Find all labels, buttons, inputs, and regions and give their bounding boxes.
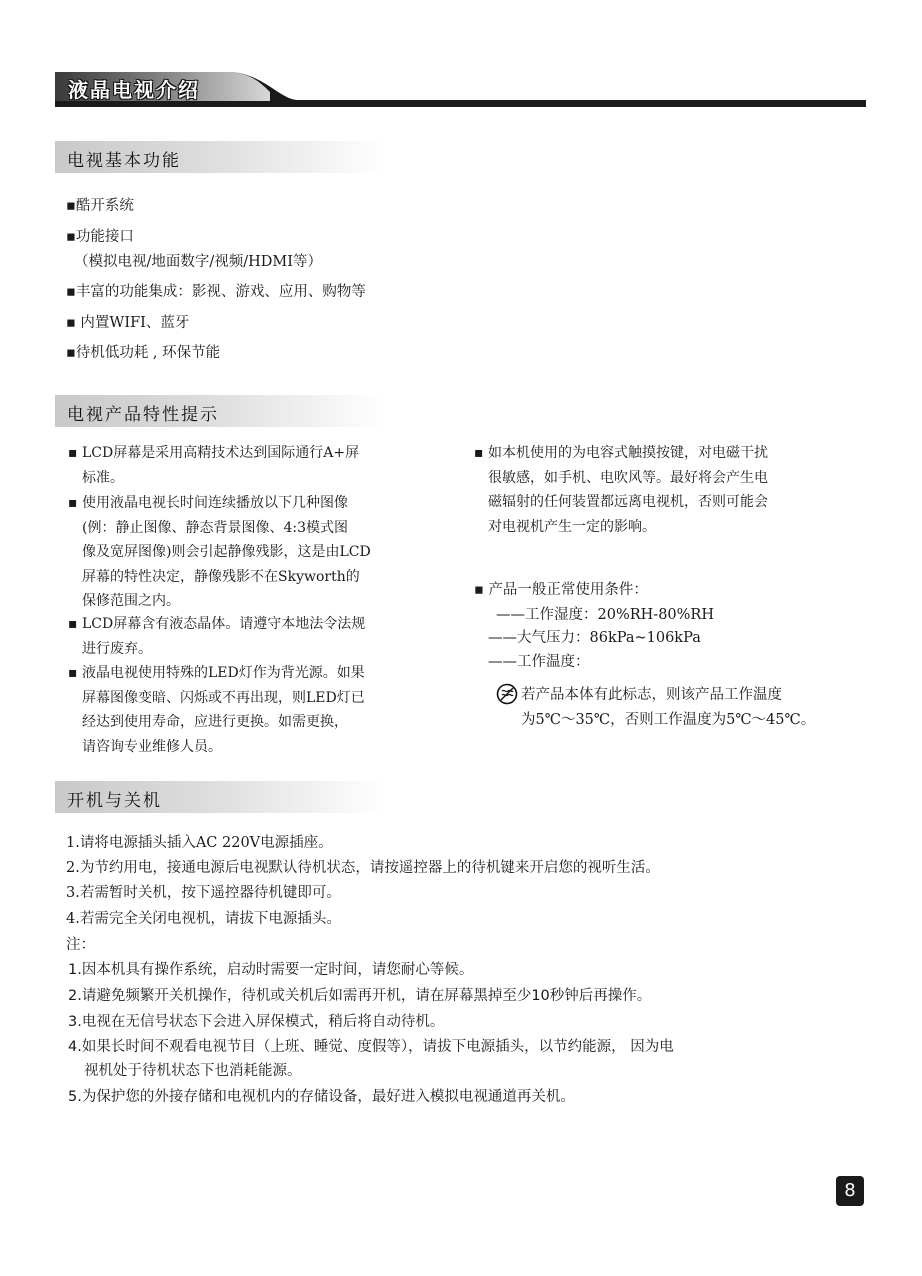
feature-bullet: ▪ LCD屏幕含有液态晶体。请遵守本地法令法规 进行废弃。 — [68, 616, 366, 657]
condition-pressure: ——大气压力：86kPa~106kPa — [488, 630, 701, 646]
list-item: ▪待机低功耗 , 环保节能 — [66, 345, 221, 361]
power-step: 3.若需暂时关机，按下遥控器待机键即可。 — [66, 885, 341, 901]
section-header-power — [55, 781, 385, 813]
page-title: 液晶电视介绍 — [68, 78, 200, 102]
power-step: 2.为节约用电，接通电源后电视默认待机状态，请按遥控器上的待机键来开启您的视听生活。 — [66, 860, 660, 876]
feature-bullet: ▪ LCD屏幕是采用高精技术达到国际通行A+屏 标准。 — [68, 445, 360, 486]
list-item: （模拟电视/地面数字/视频/HDMI等） — [74, 254, 322, 270]
power-note: 3.电视在无信号状态下会进入屏保模式，稍后将自动待机。 — [68, 1014, 445, 1030]
power-note: 4.如果长时间不观看电视节目（上班、睡觉、度假等），请拔下电源插头，以节约能源， 因为电 — [68, 1039, 674, 1055]
power-step: 4.若需完全关闭电视机，请拔下电源插头。 — [66, 911, 341, 927]
note-label: 注： — [66, 937, 95, 953]
list-item: ▪ 内置WIFI、蓝牙 — [66, 315, 190, 331]
list-item: ▪功能接口 — [66, 229, 134, 245]
condition-humidity: ——工作湿度：20%RH-80%RH — [496, 607, 714, 623]
conditions-title: ▪ 产品一般正常使用条件： — [474, 582, 648, 598]
section-title: 开机与关机 — [67, 791, 162, 811]
list-item: ▪酷开系统 — [66, 198, 134, 214]
power-note: 5.为保护您的外接存储和电视机内的存储设备，最好进入模拟电视通道再关机。 — [68, 1089, 575, 1105]
feature-bullet: ▪ 如本机使用的为电容式触摸按键，对电磁干扰 很敏感，如手机、电吹风等。最好将会产生电 磁辐射的任何装置都远离电视机，否则可能会 对电视机产生一定的影响。 — [474, 445, 768, 535]
page-number: 8 — [836, 1176, 864, 1206]
temperature-mark-icon — [496, 683, 518, 705]
section-header-features — [55, 395, 385, 427]
power-note: 2.请避免频繁开关机操作，待机或关机后如需再开机，请在屏幕黑掉至少10秒钟后再操作。 — [68, 988, 652, 1004]
feature-bullet: ▪ 液晶电视使用特殊的LED灯作为背光源。如果 屏幕图像变暗、闪烁或不再出现，则LED灯已 经达到使用寿命，应进行更换。如需更换， 请咨询专业维修人员。 — [68, 665, 365, 755]
section-header-basic — [55, 141, 385, 173]
power-note: 1.因本机具有操作系统，启动时需要一定时间，请您耐心等候。 — [68, 962, 474, 978]
condition-temperature: ——工作温度： — [488, 654, 590, 670]
power-note: 视机处于待机状态下也消耗能源。 — [84, 1063, 302, 1079]
section-title: 电视基本功能 — [67, 151, 181, 171]
temperature-note-line-1: 若产品本体有此标志，则该产品工作温度 — [521, 687, 782, 703]
temperature-note-line-2: 为5℃～35℃，否则工作温度为5℃～45℃。 — [521, 712, 816, 728]
list-item: ▪丰富的功能集成：影视、游戏、应用、购物等 — [66, 284, 366, 300]
power-step: 1.请将电源插头插入AC 220V电源插座。 — [66, 835, 333, 851]
feature-bullet: ▪ 使用液晶电视长时间连续播放以下几种图像 (例：静止图像、静态背景图像、4:3模式图 像及宽屏图像)则会引起静像残影，这是由LCD 屏幕的特性决定，静像残影不在Skyworth的 保修范围之内。 — [68, 495, 371, 609]
section-title: 电视产品特性提示 — [67, 405, 219, 425]
